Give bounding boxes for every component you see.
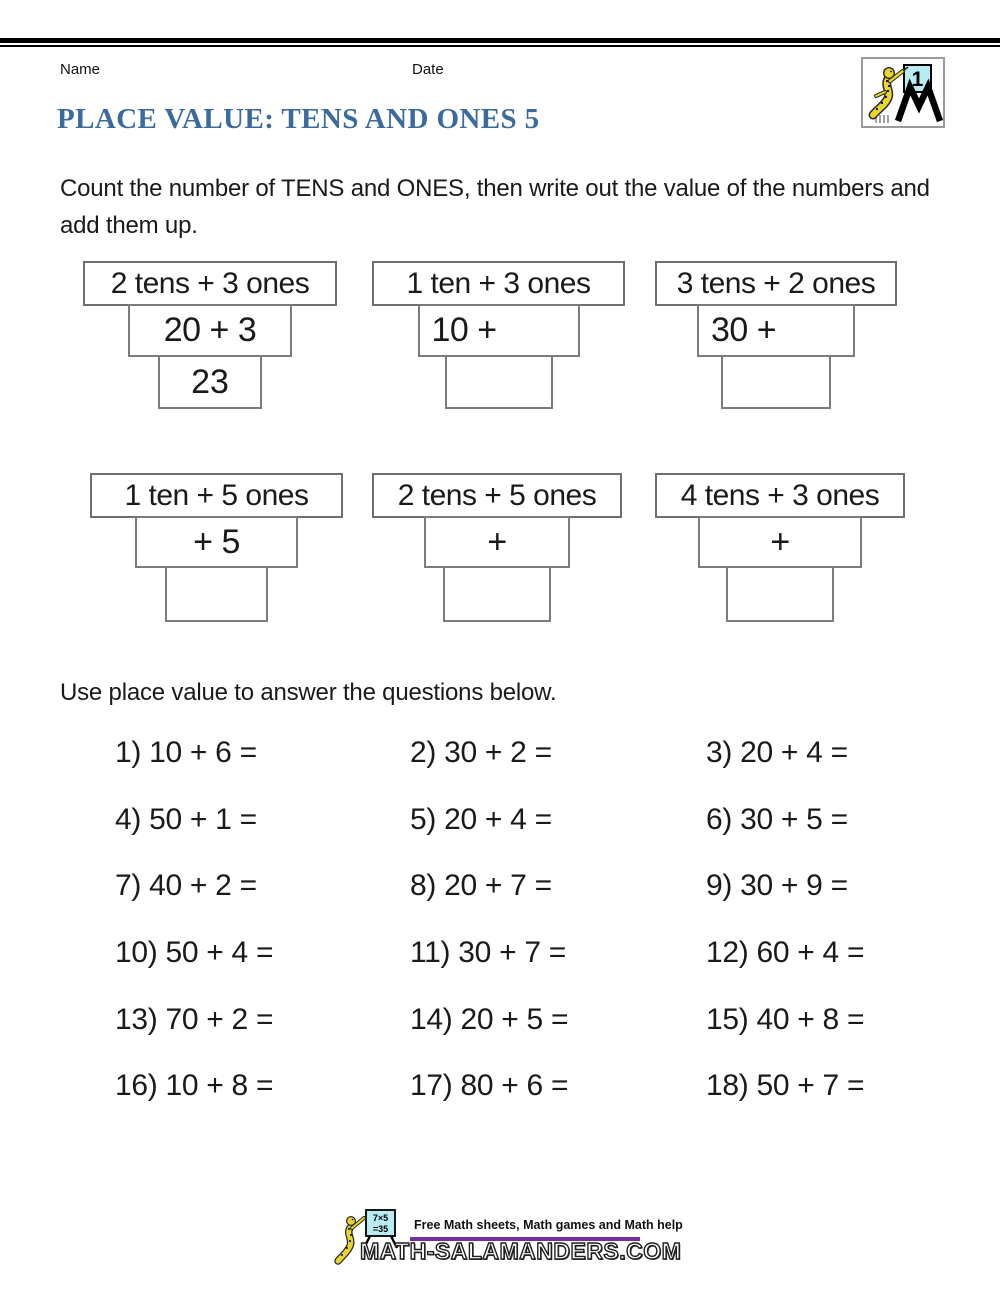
total-answer-box[interactable] [443, 566, 551, 622]
place-value-group-6 [655, 473, 905, 622]
question-item-7: 7) 40 + 2 = [115, 869, 257, 902]
question-item-5: 5) 20 + 4 = [410, 803, 552, 836]
tens-ones-label: 4 tens + 3 ones [655, 473, 905, 518]
question-item-13: 13) 70 + 2 = [115, 1003, 274, 1036]
expanded-value-box[interactable]: + [424, 516, 570, 568]
questions-intro: Use place value to answer the questions below. [60, 679, 557, 706]
total-answer-box[interactable] [445, 355, 553, 409]
tens-ones-label: 3 tens + 2 ones [655, 261, 897, 306]
tens-ones-label: 1 ten + 3 ones [372, 261, 625, 306]
salamander-logo-icon [863, 59, 943, 126]
question-item-11: 11) 30 + 7 = [410, 936, 566, 969]
math-salamanders-logo [861, 57, 945, 128]
question-item-14: 14) 20 + 5 = [410, 1003, 569, 1036]
total-answer-box[interactable] [726, 566, 834, 622]
question-item-9: 9) 30 + 9 = [706, 869, 848, 902]
name-label: Name [60, 61, 101, 78]
question-item-17: 17) 80 + 6 = [410, 1069, 569, 1102]
footer-sitename: MATH-SALAMANDERS.COM [360, 1238, 682, 1264]
question-item-18: 18) 50 + 7 = [706, 1069, 865, 1102]
expanded-value-box[interactable]: 30 + [697, 304, 855, 357]
tens-ones-label: 1 ten + 5 ones [90, 473, 343, 518]
expanded-value-box[interactable]: + 5 [135, 516, 298, 568]
tens-ones-label: 2 tens + 5 ones [372, 473, 622, 518]
tens-ones-label: 2 tens + 3 ones [83, 261, 337, 306]
place-value-group-3 [655, 261, 897, 409]
place-value-group-5 [372, 473, 622, 622]
footer-board-line-1: 7×5 [372, 1213, 389, 1223]
question-item-1: 1) 10 + 6 = [115, 736, 257, 769]
question-item-12: 12) 60 + 4 = [706, 936, 865, 969]
place-value-group-1 [83, 261, 337, 409]
question-item-15: 15) 40 + 8 = [706, 1003, 865, 1036]
place-value-group-2 [372, 261, 625, 409]
footer-board-line-2: =35 [372, 1224, 389, 1234]
expanded-value-box[interactable]: + [698, 516, 862, 568]
question-item-6: 6) 30 + 5 = [706, 803, 848, 836]
page-title: PLACE VALUE: TENS AND ONES 5 [57, 103, 540, 135]
total-answer-box[interactable] [721, 355, 831, 409]
expanded-value-box[interactable]: 10 + [418, 304, 580, 357]
total-answer-box: 23 [158, 355, 262, 409]
number-card-digit: 1 [911, 68, 924, 91]
question-item-4: 4) 50 + 1 = [115, 803, 257, 836]
footer-tagline: Free Math sheets, Math games and Math help [414, 1218, 683, 1232]
instructions-text [60, 170, 970, 244]
instructions-line-2: add them up. [60, 212, 198, 239]
instructions-line-1: Count the number of TENS and ONES, then write out the value of the numbers and [60, 175, 930, 202]
question-item-3: 3) 20 + 4 = [706, 736, 848, 769]
question-item-10: 10) 50 + 4 = [115, 936, 274, 969]
top-page-rule [0, 38, 1000, 47]
question-item-8: 8) 20 + 7 = [410, 869, 552, 902]
total-answer-box[interactable] [165, 566, 268, 622]
question-item-16: 16) 10 + 8 = [115, 1069, 274, 1102]
expanded-value-box: 20 + 3 [128, 304, 292, 357]
question-item-2: 2) 30 + 2 = [410, 736, 552, 769]
place-value-group-4 [90, 473, 343, 622]
date-label: Date [412, 61, 444, 78]
